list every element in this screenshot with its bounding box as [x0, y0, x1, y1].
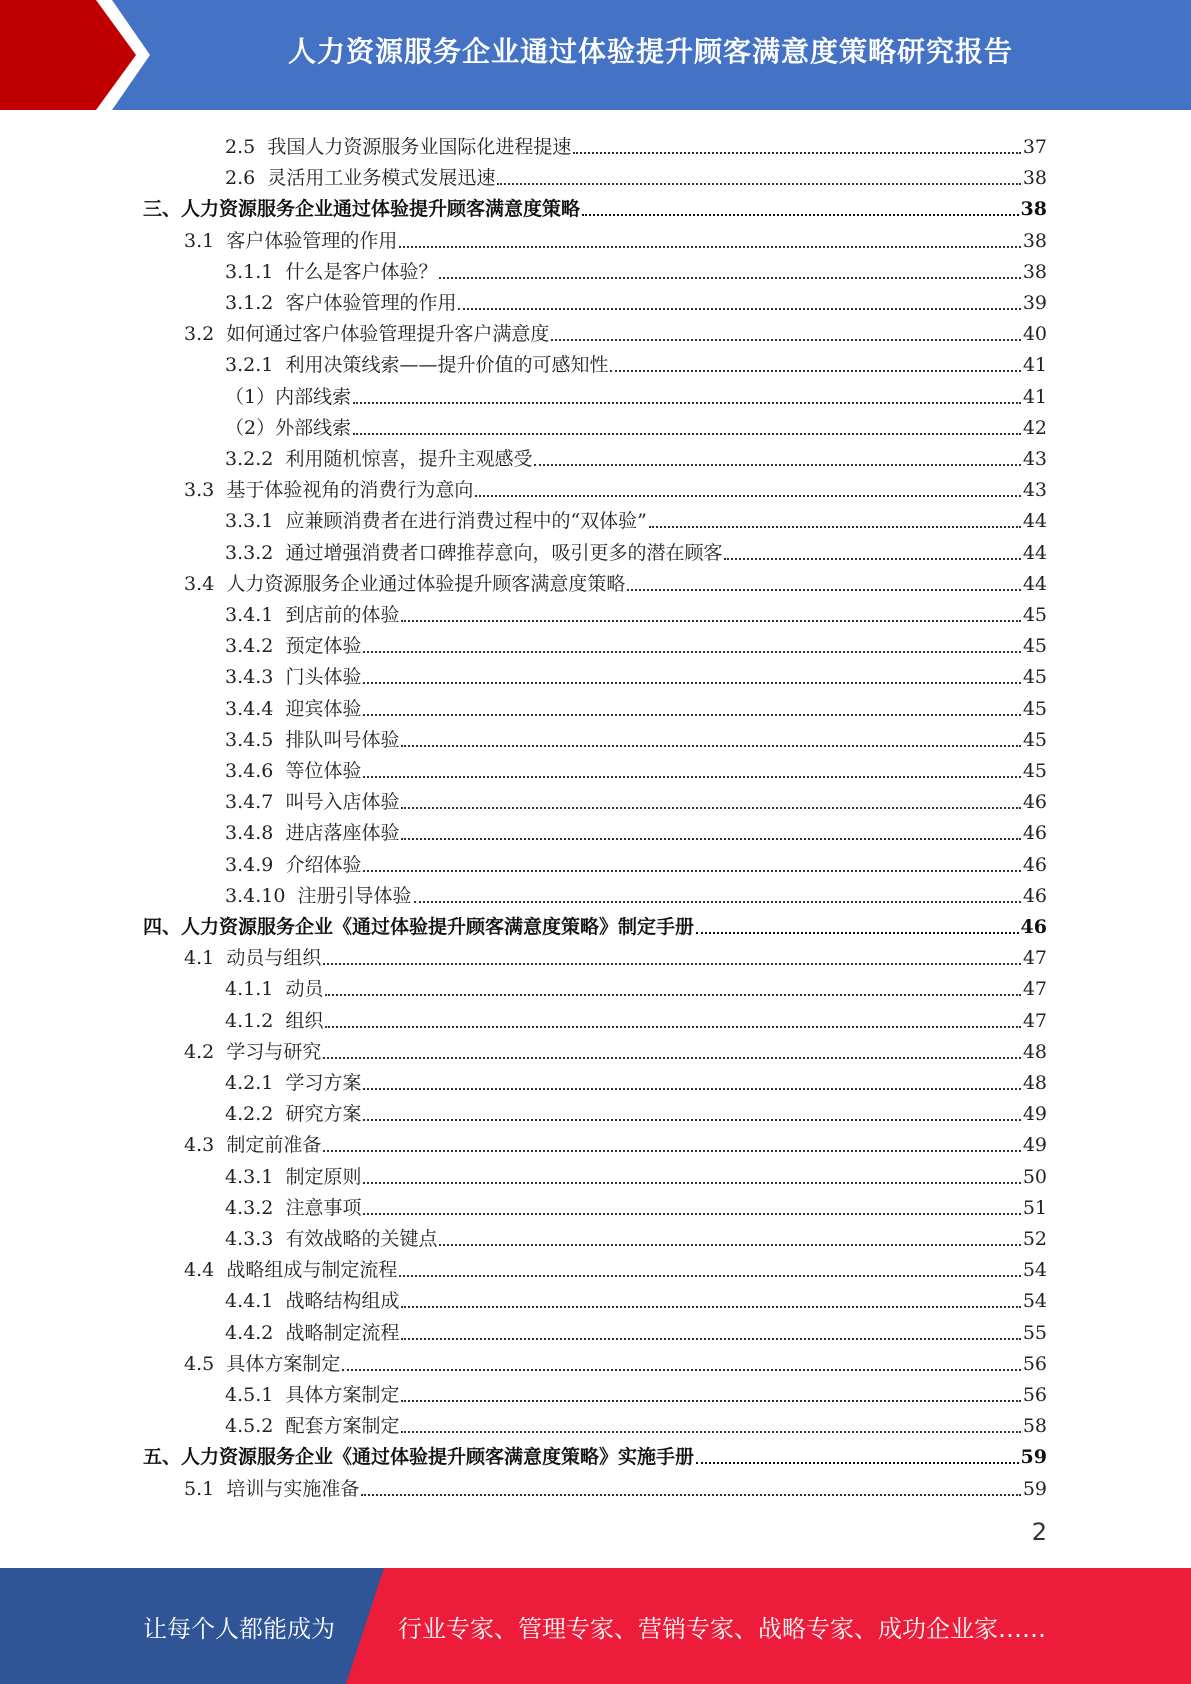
toc-dot-leader — [399, 246, 1020, 248]
toc-entry[interactable] — [225, 439, 1047, 470]
toc-entry-title: 有效战略的关键点 — [285, 1228, 438, 1250]
toc-entry[interactable] — [184, 938, 1047, 969]
toc-entry-title: 通过增强消费者口碑推荐意向，吸引更多的潜在顾客 — [285, 541, 723, 564]
toc-dot-leader — [439, 1244, 1020, 1246]
toc-entry-title: 迎宾体验 — [285, 697, 362, 720]
toc-entry-title: （1）内部线索 — [225, 385, 352, 408]
toc-entry-title: 学习与研究 — [226, 1040, 322, 1063]
toc-entry-number: 3.4 — [184, 572, 215, 595]
toc-entry-number: 4.4.1 — [225, 1290, 274, 1313]
toc-entry[interactable] — [225, 876, 1047, 907]
toc-entry-number: 3.2.2 — [225, 448, 274, 470]
toc-entry-number: 4.2.2 — [225, 1103, 274, 1126]
toc-entry[interactable] — [184, 564, 1047, 595]
toc-entry-page: 39 — [1022, 292, 1047, 314]
toc-entry-page: 48 — [1022, 1040, 1047, 1063]
toc-entry-title: 客户体验管理的作用 — [285, 292, 457, 314]
toc-entry-number: 3.1.2 — [225, 292, 274, 314]
toc-entry-title: 制定前准备 — [226, 1134, 322, 1157]
toc-entry-page: 45 — [1022, 635, 1047, 658]
toc-entry-title: 五、人力资源服务企业《通过体验提升顾客满意度策略》实施手册 — [143, 1446, 695, 1469]
toc-entry-page: 59 — [1020, 1446, 1047, 1469]
toc-entry-page: 38 — [1022, 167, 1047, 190]
toc-dot-leader — [401, 1400, 1020, 1402]
toc-entry-number: 3.4.8 — [225, 822, 274, 845]
toc-entry-page: 49 — [1022, 1103, 1047, 1126]
toc-dot-leader — [363, 714, 1020, 716]
toc-dot-leader — [475, 495, 1020, 497]
toc-dot-leader — [401, 620, 1020, 622]
toc-entry-title: 动员 — [285, 978, 324, 1001]
toc-entry-title: 排队叫号体验 — [285, 728, 400, 751]
toc-entry[interactable] — [225, 1001, 1047, 1032]
toc-dot-leader — [363, 1119, 1020, 1121]
toc-dot-leader — [353, 402, 1021, 404]
toc-entry-title: 战略组成与制定流程 — [226, 1259, 398, 1282]
toc-entry-number: 3.4.9 — [225, 853, 274, 876]
toc-entry-title: 门头体验 — [285, 666, 362, 689]
toc-entry-title: 三、人力资源服务企业通过体验提升顾客满意度策略 — [143, 198, 581, 221]
toc-entry-title: 战略结构组成 — [285, 1290, 400, 1313]
toc-dot-leader — [363, 651, 1020, 653]
toc-entry-number: 3.1.1 — [225, 260, 274, 283]
toc-entry-page: 46 — [1022, 884, 1047, 907]
toc-entry-title: 叫号入店体验 — [285, 791, 400, 814]
toc-dot-leader — [401, 838, 1020, 840]
toc-dot-leader — [627, 589, 1020, 591]
page-footer — [0, 1568, 1191, 1684]
toc-entry[interactable] — [143, 907, 1047, 938]
toc-entry-page: 55 — [1022, 1321, 1047, 1344]
toc-entry-page: 52 — [1022, 1228, 1047, 1250]
toc-entry-title: 基于体验视角的消费行为意向 — [226, 479, 474, 502]
toc-entry[interactable] — [143, 189, 1047, 220]
toc-entry-number: 4.5.1 — [225, 1384, 274, 1406]
toc-dot-leader — [401, 745, 1020, 747]
toc-entry-page: 44 — [1022, 572, 1047, 595]
toc-entry[interactable] — [225, 377, 1047, 408]
toc-entry[interactable] — [225, 969, 1047, 1000]
toc-entry-page: 37 — [1022, 136, 1047, 158]
toc-dot-leader — [497, 183, 1020, 185]
toc-entry-page: 46 — [1022, 822, 1047, 845]
toc-entry[interactable] — [143, 1437, 1047, 1468]
toc-entry-number: 4.5 — [184, 1352, 215, 1375]
toc-entry-number: 3.4.2 — [225, 635, 274, 658]
toc-entry-page: 38 — [1022, 260, 1047, 283]
toc-entry-number: 4.1.2 — [225, 1009, 274, 1032]
toc-entry-page: 47 — [1022, 978, 1047, 1001]
toc-dot-leader — [573, 152, 1020, 154]
toc-entry-page: 38 — [1020, 198, 1047, 221]
toc-entry-page: 41 — [1022, 385, 1047, 408]
toc-entry-number: 4.1 — [184, 947, 215, 970]
toc-dot-leader — [363, 1213, 1020, 1215]
toc-entry-number: 3.4.10 — [225, 884, 286, 907]
toc-entry-number: 3.3.2 — [225, 541, 274, 564]
toc-entry[interactable] — [225, 1406, 1047, 1437]
toc-entry[interactable] — [184, 1469, 1047, 1500]
toc-entry-number: 3.4.5 — [225, 728, 274, 751]
toc-entry[interactable] — [225, 158, 1047, 189]
toc-entry-page: 59 — [1022, 1477, 1047, 1500]
toc-entry-title: 灵活用工业务模式发展迅速 — [267, 167, 496, 190]
toc-entry-page: 56 — [1022, 1352, 1047, 1375]
toc-entry[interactable] — [184, 1344, 1047, 1375]
toc-entry[interactable] — [225, 252, 1047, 283]
toc-entry[interactable] — [184, 1125, 1047, 1156]
toc-entry-number: 3.2 — [184, 323, 215, 346]
toc-entry-number: 4.1.1 — [225, 978, 274, 1001]
toc-entry-title: 具体方案制定 — [285, 1384, 400, 1406]
toc-entry-title: 培训与实施准备 — [226, 1477, 360, 1500]
toc-entry-number: 3.3.1 — [225, 510, 274, 533]
toc-entry-page: 45 — [1022, 697, 1047, 720]
toc-dot-leader — [342, 1369, 1020, 1371]
toc-entry-title: 制定原则 — [285, 1165, 362, 1188]
toc-entry-number: 5.1 — [184, 1477, 215, 1500]
toc-entry-title: 应兼顾消费者在进行消费过程中的“双体验” — [285, 510, 647, 533]
toc-entry-title: 什么是客户体验？ — [285, 260, 438, 283]
toc-entry-number: 4.4 — [184, 1259, 215, 1282]
toc-entry-page: 47 — [1022, 1009, 1047, 1032]
toc-entry-page: 40 — [1022, 323, 1047, 346]
toc-entry[interactable] — [225, 408, 1047, 439]
toc-entry[interactable] — [225, 813, 1047, 844]
toc-dot-leader — [323, 963, 1020, 965]
toc-entry-page: 38 — [1022, 229, 1047, 252]
toc-dot-leader — [401, 1338, 1020, 1340]
toc-entry[interactable] — [225, 345, 1047, 376]
toc-entry-page: 54 — [1022, 1290, 1047, 1313]
toc-entry-page: 47 — [1022, 947, 1047, 970]
toc-entry-page: 56 — [1022, 1384, 1047, 1406]
toc-entry-title: 注意事项 — [285, 1196, 362, 1219]
toc-entry-page: 46 — [1022, 791, 1047, 814]
toc-entry[interactable] — [225, 283, 1047, 314]
toc-entry-title: 客户体验管理的作用 — [226, 229, 398, 252]
footer-slogan-right: 行业专家、管理专家、营销专家、战略专家、成功企业家…… — [398, 1614, 1046, 1643]
toc-entry-number: 3.3 — [184, 479, 215, 502]
toc-dot-leader — [414, 901, 1021, 903]
toc-entry-title: 学习方案 — [285, 1072, 362, 1094]
toc-dot-leader — [361, 1494, 1020, 1496]
toc-entry-title: 战略制定流程 — [285, 1321, 400, 1344]
toc-entry[interactable] — [184, 1250, 1047, 1281]
toc-entry-page: 48 — [1022, 1072, 1047, 1094]
toc-dot-leader — [724, 558, 1020, 560]
toc-entry-page: 50 — [1022, 1165, 1047, 1188]
toc-dot-leader — [399, 1275, 1020, 1277]
toc-dot-leader — [534, 464, 1020, 466]
toc-entry[interactable] — [225, 720, 1047, 751]
toc-entry-title: 具体方案制定 — [226, 1352, 341, 1375]
toc-dot-leader — [582, 214, 1019, 216]
toc-entry[interactable] — [184, 470, 1047, 501]
toc-dot-leader — [610, 370, 1020, 372]
toc-dot-leader — [363, 870, 1020, 872]
toc-entry[interactable] — [225, 689, 1047, 720]
toc-entry-title: 介绍体验 — [285, 853, 362, 876]
toc-entry-page: 41 — [1022, 354, 1047, 377]
toc-entry[interactable] — [184, 314, 1047, 345]
toc-dot-leader — [325, 994, 1020, 996]
toc-entry-page: 49 — [1022, 1134, 1047, 1157]
toc-entry[interactable] — [225, 626, 1047, 657]
toc-entry-page: 44 — [1022, 541, 1047, 564]
toc-entry[interactable] — [225, 1281, 1047, 1312]
toc-entry[interactable] — [225, 1094, 1047, 1125]
toc-entry-title: 我国人力资源服务业国际化进程提速 — [267, 136, 572, 158]
toc-dot-leader — [458, 308, 1020, 310]
toc-entry-title: 注册引导体验 — [297, 884, 412, 907]
toc-dot-leader — [401, 807, 1020, 809]
toc-entry-number: 3.4.6 — [225, 760, 274, 782]
toc-entry-page: 45 — [1022, 604, 1047, 626]
toc-entry-page: 42 — [1022, 416, 1047, 439]
toc-dot-leader — [649, 526, 1021, 528]
toc-entry-number: 4.4.2 — [225, 1321, 274, 1344]
toc-entry[interactable] — [225, 127, 1047, 158]
toc-entry-number: 4.3 — [184, 1134, 215, 1157]
toc-entry-page: 54 — [1022, 1259, 1047, 1282]
toc-entry-page: 46 — [1022, 853, 1047, 876]
toc-entry-number: 4.3.3 — [225, 1228, 274, 1250]
toc-dot-leader — [363, 776, 1020, 778]
toc-entry-page: 46 — [1020, 916, 1047, 938]
toc-dot-leader — [401, 1306, 1020, 1308]
toc-entry[interactable] — [225, 1219, 1047, 1250]
toc-entry-title: （2）外部线索 — [225, 416, 352, 439]
toc-entry-page: 43 — [1022, 479, 1047, 502]
toc-dot-leader — [363, 1088, 1020, 1090]
toc-entry-title: 等位体验 — [285, 760, 362, 782]
toc-entry[interactable] — [225, 1313, 1047, 1344]
toc-entry[interactable] — [225, 533, 1047, 564]
toc-entry-title: 四、人力资源服务企业《通过体验提升顾客满意度策略》制定手册 — [143, 916, 695, 938]
toc-entry-number: 4.5.2 — [225, 1415, 274, 1438]
toc-entry[interactable] — [225, 782, 1047, 813]
toc-entry-number: 3.4.1 — [225, 604, 274, 626]
toc-dot-leader — [696, 932, 1019, 934]
toc-entry[interactable] — [225, 595, 1047, 626]
toc-dot-leader — [401, 1431, 1020, 1433]
toc-entry-title: 人力资源服务企业通过体验提升顾客满意度策略 — [226, 572, 626, 595]
toc-entry-page: 45 — [1022, 666, 1047, 689]
toc-dot-leader — [551, 339, 1020, 341]
toc-entry[interactable] — [225, 751, 1047, 782]
toc-entry-page: 45 — [1022, 728, 1047, 751]
toc-entry-page: 44 — [1022, 510, 1047, 533]
toc-entry[interactable] — [184, 221, 1047, 252]
toc-entry-number: 3.1 — [184, 229, 215, 252]
toc-entry-number: 3.2.1 — [225, 354, 274, 377]
toc-entry-title: 动员与组织 — [226, 947, 322, 970]
toc-dot-leader — [325, 1026, 1020, 1028]
toc-entry[interactable] — [225, 1375, 1047, 1406]
toc-entry-number: 3.4.3 — [225, 666, 274, 689]
toc-entry-title: 预定体验 — [285, 635, 362, 658]
toc-dot-leader — [353, 433, 1021, 435]
page-header — [0, 0, 1191, 110]
toc-entry[interactable] — [184, 1032, 1047, 1063]
toc-entry-number: 4.3.2 — [225, 1196, 274, 1219]
page-number: 2 — [1031, 1518, 1047, 1546]
toc-entry-title: 配套方案制定 — [285, 1415, 400, 1438]
toc-entry[interactable] — [225, 1157, 1047, 1188]
toc-dot-leader — [363, 682, 1020, 684]
toc-entry[interactable] — [225, 845, 1047, 876]
toc-entry-title: 利用随机惊喜，提升主观感受 — [285, 448, 533, 470]
toc-entry-page: 51 — [1022, 1196, 1047, 1219]
toc-entry-number: 3.4.4 — [225, 697, 274, 720]
toc-entry[interactable] — [225, 1063, 1047, 1094]
toc-entry-page: 58 — [1022, 1415, 1047, 1438]
toc-entry-number: 4.3.1 — [225, 1165, 274, 1188]
toc-entry-number: 4.2.1 — [225, 1072, 274, 1094]
toc-entry-number: 2.6 — [225, 167, 256, 190]
toc-entry-title: 如何通过客户体验管理提升客户满意度 — [226, 323, 550, 346]
toc-entry[interactable] — [225, 657, 1047, 688]
toc-dot-leader — [363, 1182, 1020, 1184]
report-title: 人力资源服务企业通过体验提升顾客满意度策略研究报告 — [287, 35, 1013, 68]
toc-dot-leader — [439, 277, 1020, 279]
footer-slogan-left: 让每个人都能成为 — [143, 1614, 335, 1643]
toc-entry-number: 4.2 — [184, 1040, 215, 1063]
toc-entry[interactable] — [225, 501, 1047, 532]
toc-dot-leader — [323, 1150, 1020, 1152]
toc-entry-number: 3.4.7 — [225, 791, 274, 814]
toc-entry[interactable] — [225, 1188, 1047, 1219]
toc-entry-title: 研究方案 — [285, 1103, 362, 1126]
toc-entry-title: 到店前的体验 — [285, 604, 400, 626]
toc-entry-number: 2.5 — [225, 136, 256, 158]
toc-dot-leader — [323, 1057, 1020, 1059]
toc-entry-title: 进店落座体验 — [285, 822, 400, 845]
toc-entry-title: 利用决策线索——提升价值的可感知性 — [285, 354, 609, 377]
toc-entry-page: 45 — [1022, 760, 1047, 782]
toc-dot-leader — [696, 1462, 1019, 1464]
toc-entry-page: 43 — [1022, 448, 1047, 470]
toc-entry-title: 组织 — [285, 1009, 324, 1032]
